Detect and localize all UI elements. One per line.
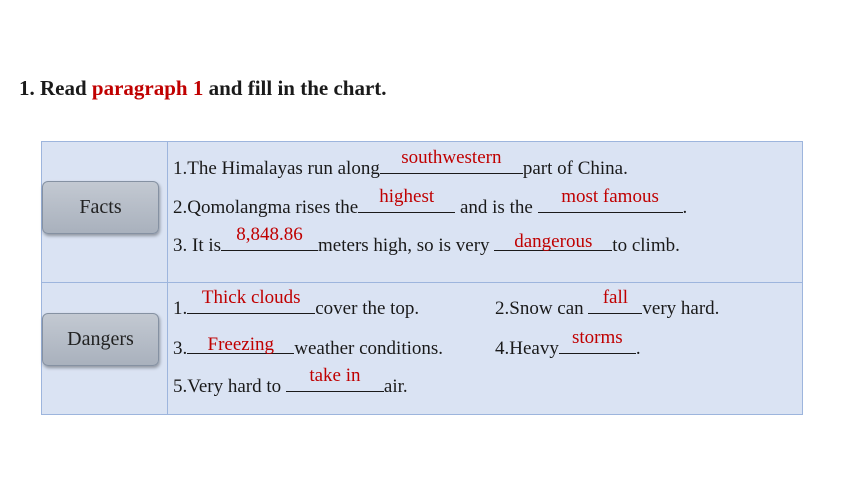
answer-blank	[187, 287, 315, 314]
dangers-item-5-text: 5.Very hard to	[173, 376, 286, 397]
answer-southwestern: southwestern	[401, 147, 502, 168]
answer-thick-clouds: Thick clouds	[201, 287, 301, 308]
facts-line-2-middle: and is the	[455, 197, 538, 218]
heading-prefix: 1. Read	[19, 76, 92, 100]
answer-fall: fall	[602, 287, 629, 308]
dangers-item-1-tail: cover the top.	[315, 298, 420, 319]
facts-line-1-text: 1.The Himalayas run along	[173, 158, 380, 179]
answer-blank	[559, 327, 636, 354]
heading-highlight: paragraph 1	[91, 76, 204, 100]
facts-line-1	[173, 147, 628, 180]
answer-blank	[286, 365, 384, 392]
answer-blank	[221, 224, 318, 251]
facts-line-3	[173, 224, 680, 257]
dangers-item-4	[495, 327, 641, 360]
facts-line-2-text: 2.Qomolangma rises the	[173, 197, 359, 218]
facts-line-3-middle: meters high, so is very	[318, 235, 495, 256]
answer-take-in: take in	[309, 365, 361, 386]
heading-suffix: and fill in the chart.	[203, 76, 387, 100]
dangers-item-4-text: 4.Heavy	[495, 338, 559, 359]
dangers-item-1-text: 1.	[173, 298, 188, 319]
answer-most-famous: most famous	[561, 186, 659, 207]
dangers-item-2	[495, 287, 720, 320]
facts-line-3-text: 3. It is	[173, 235, 222, 256]
answer-dangerous: dangerous	[514, 231, 593, 252]
instruction-heading	[19, 76, 387, 101]
answer-blank	[187, 334, 294, 355]
dangers-item-4-tail: .	[635, 338, 641, 359]
dangers-item-3	[173, 334, 444, 360]
answer-blank	[494, 231, 612, 252]
row-divider	[42, 282, 802, 283]
facts-label: Facts	[42, 181, 159, 234]
answer-storms: storms	[572, 327, 623, 348]
answer-highest: highest	[379, 186, 435, 207]
dangers-item-2-text: 2.Snow can	[495, 298, 589, 319]
answer-blank	[538, 186, 683, 213]
answer-blank	[588, 287, 642, 314]
facts-line-3-tail: to climb.	[612, 235, 680, 256]
answer-height: 8,848.86	[236, 224, 303, 245]
answer-blank	[380, 147, 523, 174]
dangers-item-2-tail: very hard.	[642, 298, 720, 319]
dangers-item-3-tail: weather conditions.	[294, 338, 444, 359]
column-divider	[167, 142, 168, 414]
facts-line-1-tail: part of China.	[522, 158, 628, 179]
dangers-label: Dangers	[42, 313, 159, 366]
dangers-item-5-tail: air.	[383, 376, 408, 397]
answer-blank	[358, 186, 455, 213]
facts-line-2	[173, 186, 688, 219]
dangers-item-5	[173, 365, 408, 398]
answer-freezing: Freezing	[207, 334, 274, 355]
dangers-item-1	[173, 287, 420, 320]
facts-line-2-tail: .	[682, 197, 688, 218]
fill-in-chart	[41, 141, 803, 415]
dangers-item-3-text: 3.	[173, 338, 188, 359]
